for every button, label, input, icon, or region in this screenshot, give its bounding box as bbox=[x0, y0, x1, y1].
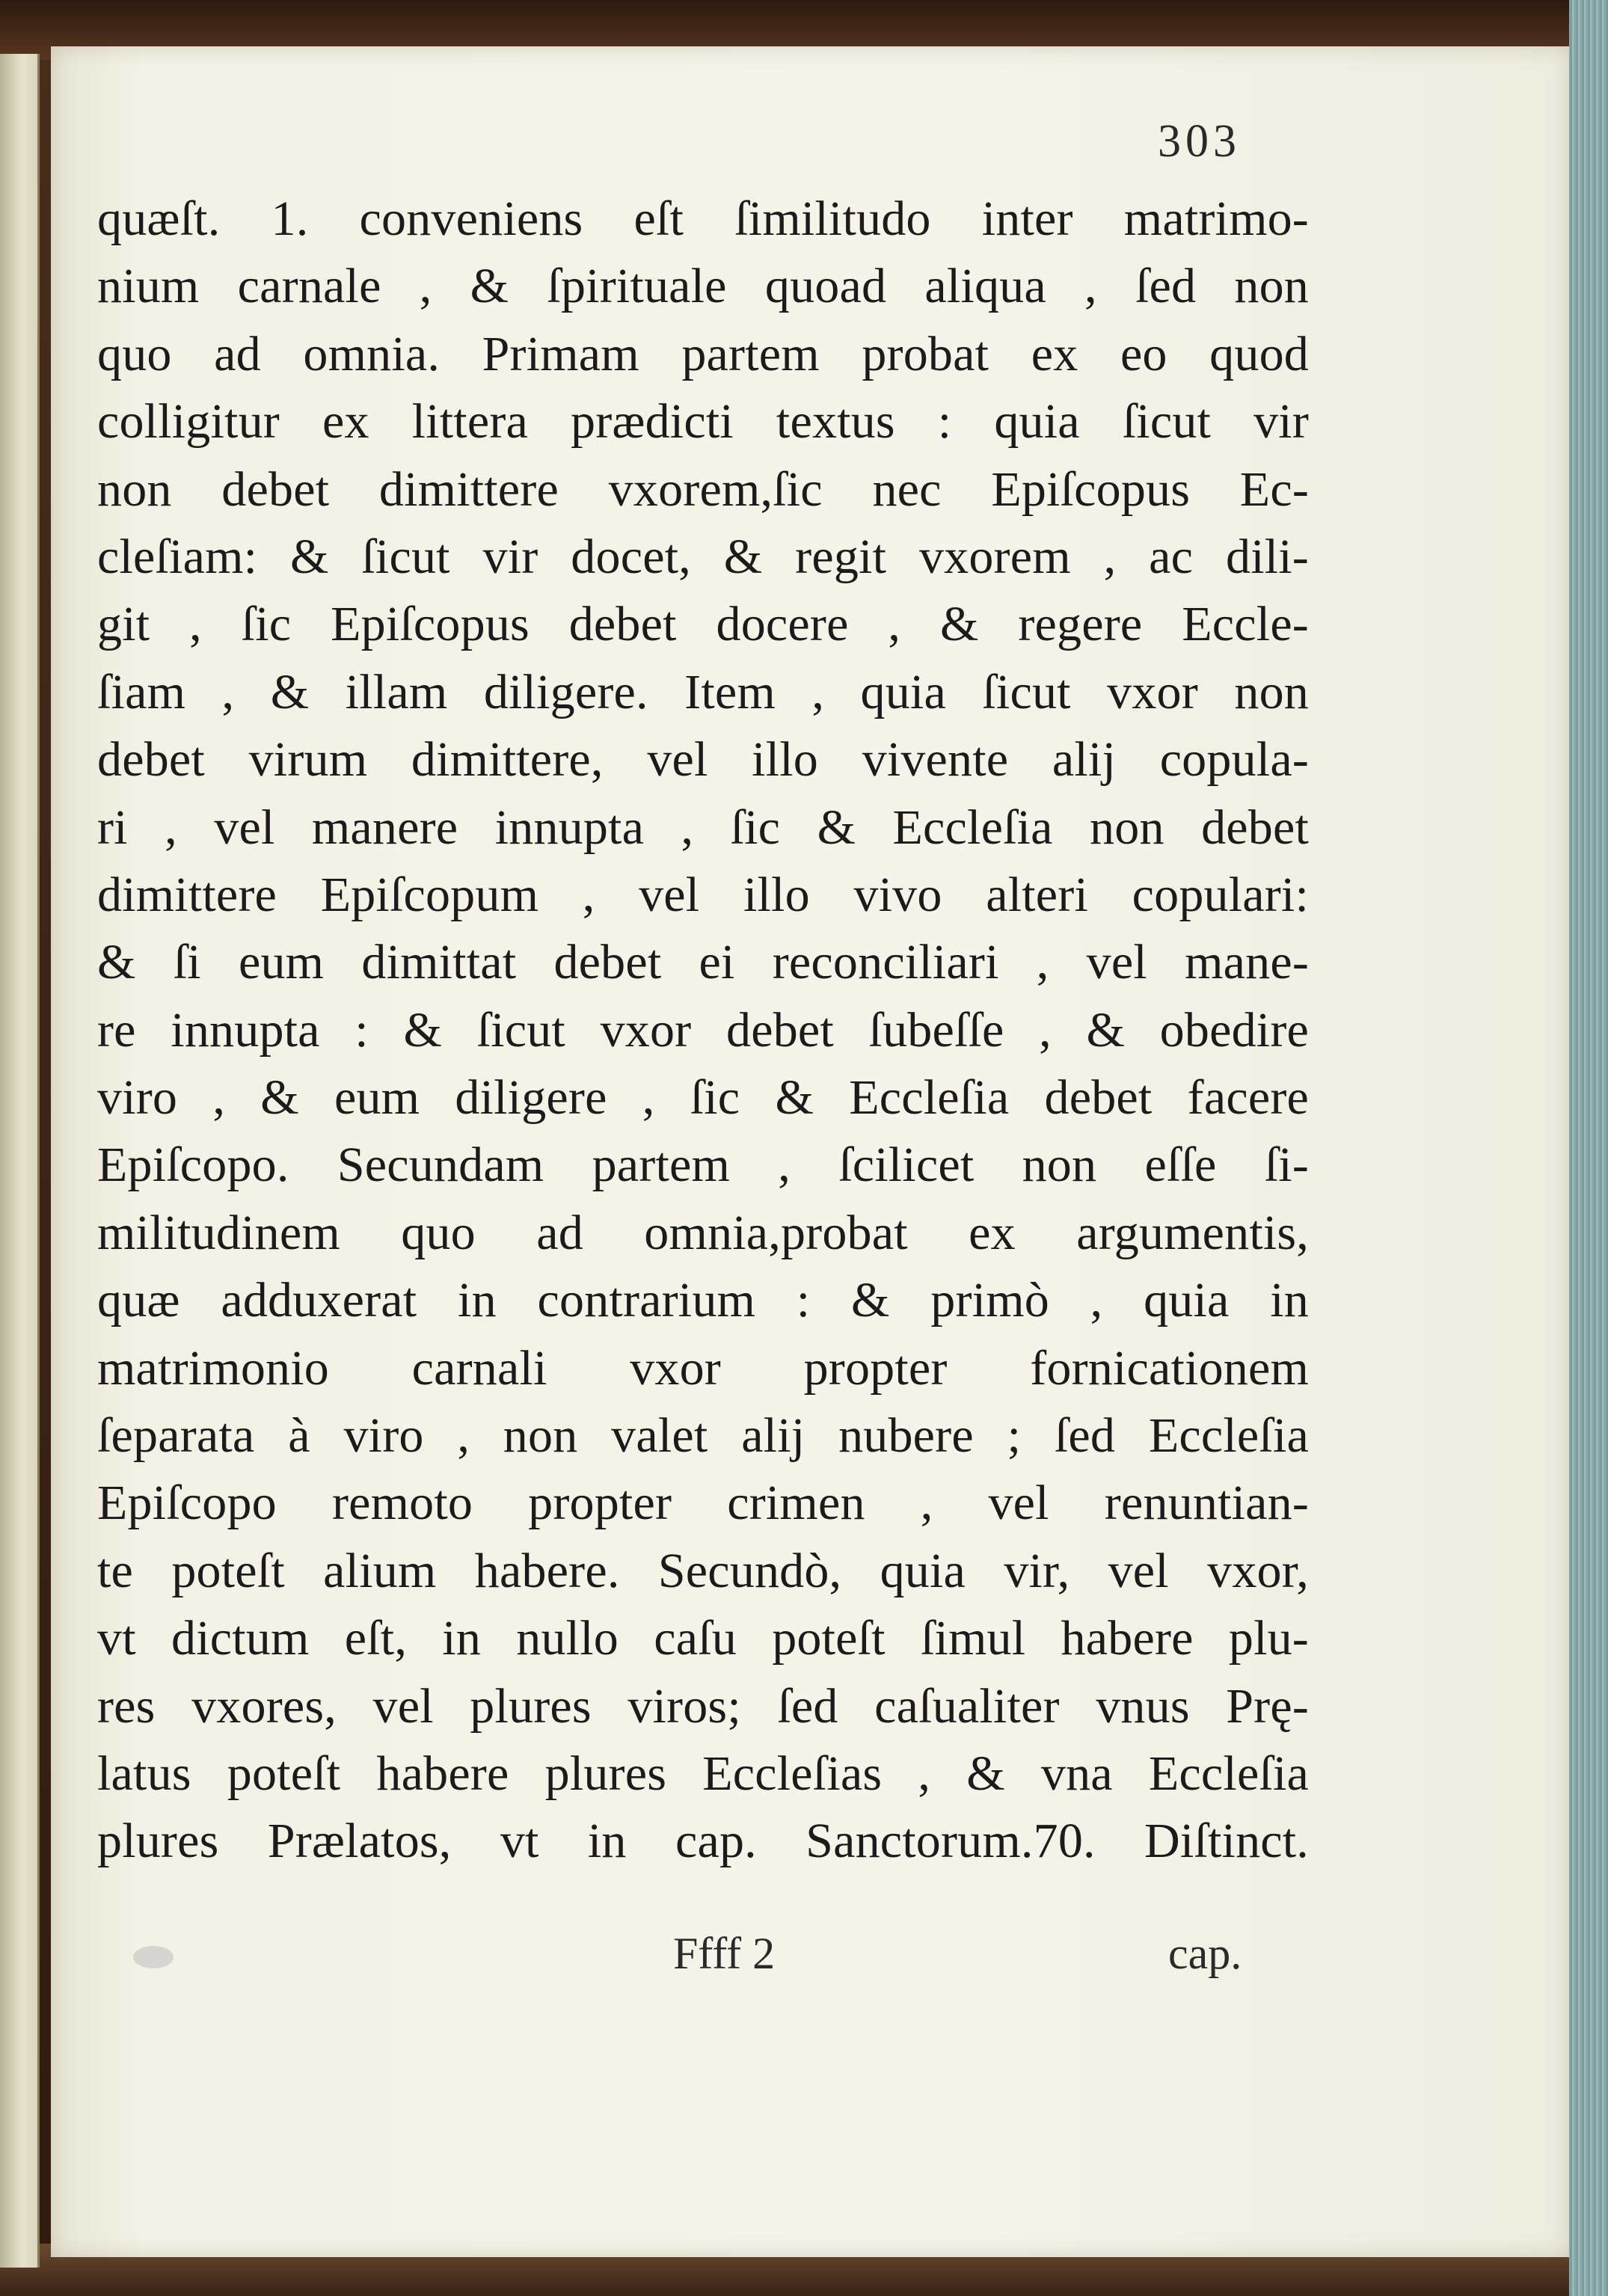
text-line: plures Prælatos, vt in cap. Sanctorum.70. Diſtinct. bbox=[97, 1814, 1309, 1869]
text-line: te poteſt alium habere. Secundò, quia vir, vel vxor, bbox=[97, 1543, 1309, 1598]
text-line: re innupta : & ſicut vxor debet ſubeſſe , & obedire bbox=[97, 1002, 1309, 1058]
ink-smudge bbox=[133, 1946, 174, 1968]
text-line: viro , & eum diligere , ſic & Eccleſia debet facere bbox=[97, 1070, 1309, 1126]
text-line: Epiſcopo. Secundam partem , ſcilicet non eſſe ſi- bbox=[97, 1138, 1309, 1193]
text-line: debet virum dimittere, vel illo vivente alij copula- bbox=[97, 732, 1309, 788]
text-line: dimittere Epiſcopum , vel illo vivo alteri copulari: bbox=[97, 867, 1309, 922]
page-fore-edge bbox=[1569, 0, 1608, 2296]
catchword: cap. bbox=[1168, 1929, 1242, 1978]
text-line: & ſi eum dimittat debet ei reconciliari , vel mane- bbox=[97, 935, 1309, 990]
facing-page-edge bbox=[0, 54, 40, 2268]
page-number: 303 bbox=[1158, 116, 1241, 167]
signature-mark: Ffff 2 bbox=[673, 1929, 776, 1978]
text-line: colligitur ex littera prædicti textus : quia ſicut vir bbox=[97, 394, 1309, 449]
text-line: latus poteſt habere plures Eccleſias , & vna Eccleſia bbox=[97, 1746, 1309, 1801]
text-line: ſiam , & illam diligere. Item , quia ſicut vxor non bbox=[97, 664, 1309, 719]
text-line: matrimonio carnali vxor propter fornicationem bbox=[97, 1340, 1309, 1396]
main-text bbox=[97, 185, 1309, 1876]
text-line: git , ſic Epiſcopus debet docere , & regere Eccle- bbox=[97, 597, 1309, 652]
text-line: quo ad omnia. Primam partem probat ex eo quod bbox=[97, 326, 1309, 381]
text-line: militudinem quo ad omnia,probat ex argumentis, bbox=[97, 1205, 1309, 1260]
text-line: quæ adduxerat in contrarium : & primò , quia in bbox=[97, 1273, 1309, 1328]
text-line: vt dictum eſt, in nullo caſu poteſt ſimul habere plu- bbox=[97, 1611, 1309, 1666]
text-line: ri , vel manere innupta , ſic & Eccleſia non debet bbox=[97, 799, 1309, 855]
text-line: quæſt. 1. conveniens eſt ſimilitudo inter matrimo- bbox=[97, 191, 1309, 246]
text-line: cleſiam: & ſicut vir docet, & regit vxorem , ac dili- bbox=[97, 529, 1309, 584]
text-line: res vxores, vel plures viros; ſed caſualiter vnus Prę- bbox=[97, 1678, 1309, 1734]
book-page bbox=[51, 46, 1569, 2257]
text-line: ſeparata à viro , non valet alij nubere ; ſed Eccleſia bbox=[97, 1408, 1309, 1464]
text-line: non debet dimittere vxorem,ſic nec Epiſcopus Ec- bbox=[97, 461, 1309, 517]
text-line: Epiſcopo remoto propter crimen , vel renuntian- bbox=[97, 1476, 1309, 1531]
text-line: nium carnale , & ſpirituale quoad aliqua , ſed non bbox=[97, 259, 1309, 314]
